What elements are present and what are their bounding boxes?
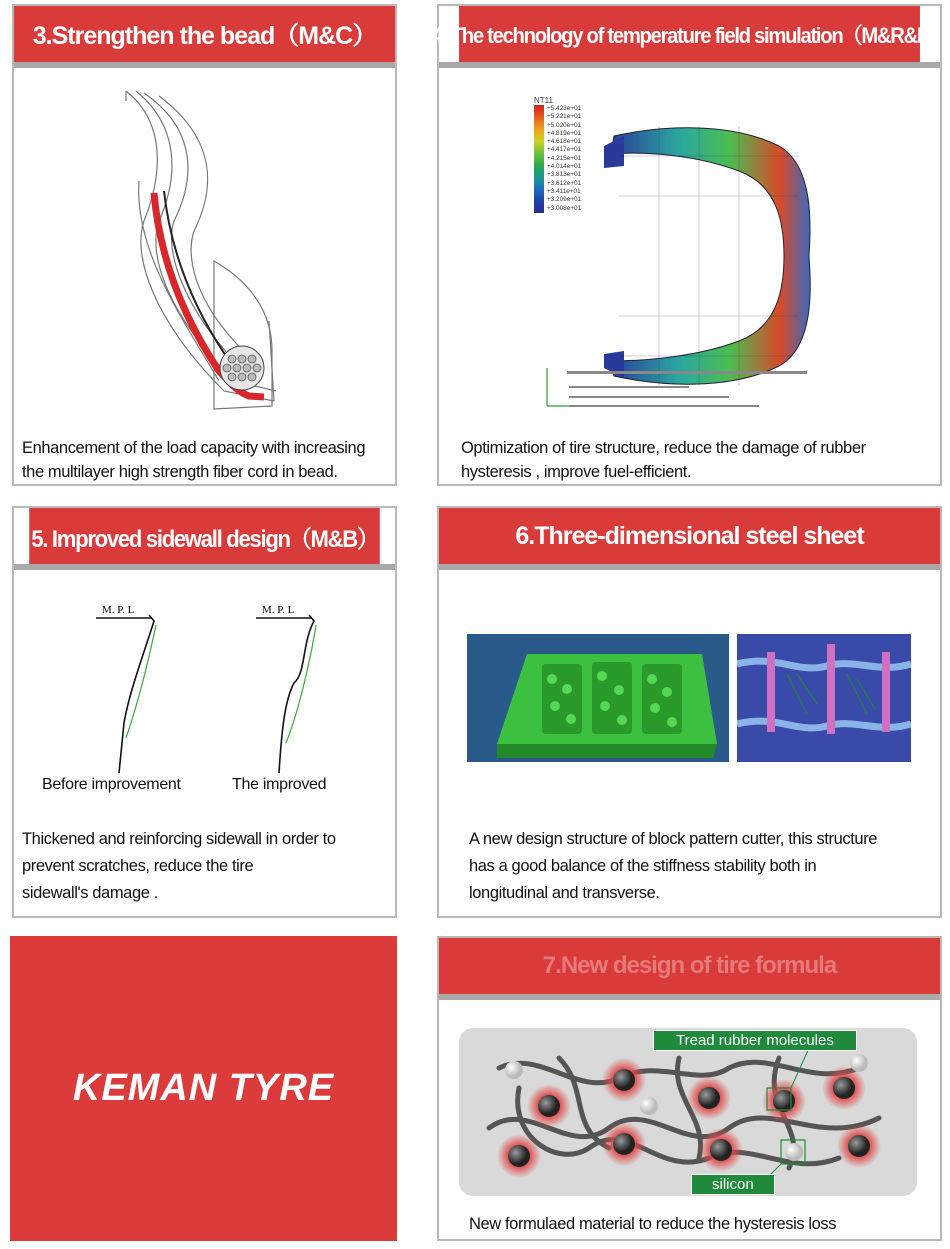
legend-value: +4.417e+01 [547,146,582,154]
label-tread-rubber-molecules: Tread rubber molecules [653,1030,857,1051]
header-strip [439,62,940,68]
legend-value: +3.813e+01 [547,171,582,179]
caption-improved: The improved [232,776,327,793]
desc-line: Thickened and reinforcing sidewall in order to [22,830,336,848]
molecule-diagram [459,1028,917,1196]
header-strip [439,994,940,1000]
desc-line: has a good balance of the stiffness stability both in [469,857,817,875]
desc-line: Optimization of tire structure, reduce the damage of rubber [461,439,866,457]
panel-sidewall-design [12,506,397,918]
panel-steel-sheet [437,506,942,918]
desc-line: A new design structure of block pattern cutter, this structure [469,830,878,848]
brand-block [10,936,397,1241]
brand-name: KEMAN TYRE [72,1067,335,1109]
header-strip [14,564,395,570]
legend-value: +3.008e+01 [547,204,582,212]
desc-line: the multilayer high strength fiber cord in bead. [22,463,338,481]
panel-description [22,436,365,484]
tire-temperature-figure [439,106,940,416]
sidewall-profile-figure [14,613,395,773]
legend-value: +3.209e+01 [547,196,582,204]
header-strip [439,564,940,570]
panel-title: 6.Three-dimensional steel sheet [439,508,940,564]
desc-line: New formulaed material to reduce the hysteresis loss [469,1215,837,1233]
steel-sheet-render-right [737,634,911,762]
legend-value: +5.423e+01 [547,105,582,112]
panel-title: 3.Strengthen the bead（M&C） [14,6,395,62]
legend-value: +5.020e+01 [547,121,582,129]
desc-line: Enhancement of the load capacity with increasing [22,439,366,457]
panel-temperature-simulation [432,4,947,486]
legend-value: +3.612e+01 [547,179,582,187]
steel-sheet-render-left [467,634,729,762]
desc-line: prevent scratches, reduce the tire [22,857,254,875]
legend-value: +4.618e+01 [547,138,582,146]
panel-tire-formula [437,936,942,1241]
desc-line: longitudinal and transverse. [469,884,660,902]
panel-description [461,436,866,484]
desc-line: sidewall's damage . [22,884,158,902]
desc-line: hysteresis , improve fuel-efficient. [461,463,692,481]
panel-description [469,1212,836,1236]
legend-title: NT11 [534,96,553,105]
mpl-label: M. P. L [262,604,295,616]
caption-before-improvement: Before improvement [42,776,181,793]
label-silicon: silicon [691,1174,775,1195]
header-strip [14,62,395,68]
legend-value: +3.411e+01 [547,187,581,195]
panel-title: 4. The technology of temperature field simulation（M&R&L） [459,6,920,62]
panel-strengthen-bead [12,4,397,486]
panel-description [22,826,336,907]
legend-value: +4.819e+01 [547,129,582,137]
panel-title: 5. Improved sidewall design（M&B） [29,508,380,564]
bead-cross-section-figure [14,81,395,421]
legend-value: +4.215e+01 [547,154,582,162]
mpl-label: M. P. L [102,604,135,616]
panel-title: 7.New design of tire formula [439,938,940,994]
legend-value: +4.014e+01 [547,163,582,171]
legend-value: +5.221e+01 [547,113,582,121]
panel-description [469,826,877,907]
